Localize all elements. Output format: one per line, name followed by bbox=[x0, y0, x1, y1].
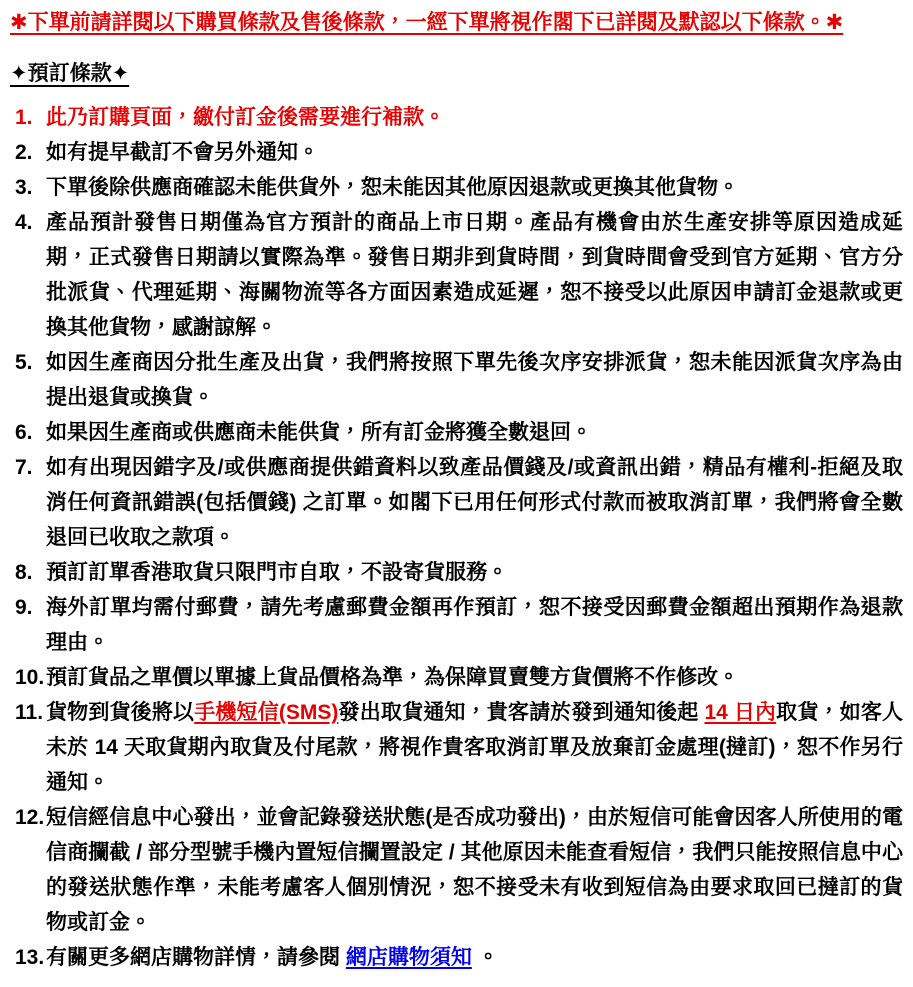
term-number: 10. bbox=[15, 666, 45, 689]
terms-list bbox=[8, 100, 903, 975]
term-number: 2. bbox=[15, 141, 33, 164]
term-text bbox=[46, 555, 903, 590]
term-item bbox=[8, 205, 903, 345]
term-item bbox=[8, 660, 903, 695]
term-text bbox=[46, 100, 903, 135]
term-number: 7. bbox=[15, 456, 33, 479]
term-segment: 下單後除供應商確認未能供貨外，恕未能因其他原因退款或更換其他貨物。 bbox=[46, 176, 739, 199]
term-number: 11. bbox=[15, 701, 44, 724]
term-item bbox=[8, 590, 903, 660]
term-segment: 貨物到貨後將以 bbox=[46, 701, 195, 724]
term-segment: 預訂訂單香港取貨只限門市自取，不設寄貨服務。 bbox=[46, 561, 508, 584]
term-segment: 此乃訂購頁面，繳付訂金後需要進行補款。 bbox=[46, 106, 445, 129]
heading-row bbox=[10, 56, 903, 91]
term-segment: 有關更多網店購物詳情，請參閱 bbox=[46, 946, 346, 969]
term-item bbox=[8, 415, 903, 450]
term-segment: 。 bbox=[471, 946, 499, 969]
term-segment: 預訂貨品之單價以單據上貨品價格為準，為保障買賣雙方貨價將不作修改。 bbox=[46, 666, 739, 689]
term-text bbox=[46, 590, 903, 660]
term-text bbox=[46, 345, 903, 415]
term-item bbox=[8, 450, 903, 555]
term-text bbox=[46, 205, 903, 345]
term-item bbox=[8, 345, 903, 415]
term-item bbox=[8, 135, 903, 170]
shop-guide-link[interactable]: 網店購物須知 bbox=[345, 946, 472, 969]
term-number: 13. bbox=[15, 946, 45, 969]
term-number: 6. bbox=[15, 421, 33, 444]
section-heading: ✦預訂條款✦ bbox=[10, 62, 130, 85]
term-item bbox=[8, 695, 903, 800]
term-segment: 如果因生產商或供應商未能供貨，所有訂金將獲全數退回。 bbox=[46, 421, 592, 444]
term-segment: 如因生產商因分批生產及出貨，我們將按照下單先後次序安排派貨，恕未能因派貨次序為由提出退貨或換貨。 bbox=[46, 351, 903, 409]
sms-highlight: 手機短信(SMS) bbox=[194, 701, 339, 724]
term-segment: 如有提早截訂不會另外通知。 bbox=[46, 141, 319, 164]
term-number: 3. bbox=[15, 176, 33, 199]
term-text bbox=[46, 940, 903, 975]
term-item bbox=[8, 170, 903, 205]
term-number: 5. bbox=[15, 351, 33, 374]
term-item bbox=[8, 100, 903, 135]
pre-order-warning-banner: ✱下單前請詳閱以下購買條款及售後條款，一經下單將視作閣下已詳閱及默認以下條款。✱ bbox=[10, 11, 844, 34]
term-number: 12. bbox=[15, 806, 45, 829]
term-segment: 海外訂單均需付郵費，請先考慮郵費金額再作預訂，恕不接受因郵費金額超出預期作為退款理由。 bbox=[46, 596, 903, 654]
term-segment: 取貨，如客人未於 14 天取貨期內取貨及付尾款，將視作貴客取消訂單及放棄訂金處理(撻訂)，恕不作另行通知。 bbox=[46, 701, 904, 794]
term-number: 1. bbox=[15, 106, 33, 129]
term-item bbox=[8, 800, 903, 940]
term-text bbox=[46, 800, 903, 940]
term-number: 8. bbox=[15, 561, 33, 584]
term-segment: 如有出現因錯字及/或供應商提供錯資料以致產品價錢及/或資訊出錯，精品有權利-拒絕及取消任何資訊錯誤(包括價錢) 之訂單。如閣下已用任何形式付款而被取消訂單，我們將會全數退回已收取之款項。 bbox=[46, 456, 903, 549]
term-text bbox=[46, 415, 903, 450]
pickup-deadline-highlight: 14 日內 bbox=[704, 701, 777, 724]
term-text bbox=[46, 450, 903, 555]
term-segment: 發出取貨通知，貴客請於發到通知後起 bbox=[338, 701, 705, 724]
term-segment: 產品預計發售日期僅為官方預計的商品上市日期。產品有機會由於生產安排等原因造成延期，正式發售日期請以實際為準。發售日期非到貨時間，到貨時間會受到官方延期、官方分批派貨、代理延期、海關物流等各方面因素造成延遲，恕不接受以此原因申請訂金退款或更換其他貨物，感謝諒解。 bbox=[46, 211, 903, 339]
term-item bbox=[8, 555, 903, 590]
term-number: 4. bbox=[15, 211, 33, 234]
term-text bbox=[46, 695, 903, 800]
term-item bbox=[8, 940, 903, 975]
term-text bbox=[46, 170, 903, 205]
term-text bbox=[46, 660, 903, 695]
term-text bbox=[46, 135, 903, 170]
term-number: 9. bbox=[15, 596, 33, 619]
term-segment: 短信經信息中心發出，並會記錄發送狀態(是否成功發出)，由於短信可能會因客人所使用的電信商攔截 / 部分型號手機內置短信攔置設定 / 其他原因未能查看短信，我們只能按照信息中心的發送狀態作準，未能考慮客人個別情況，恕不接受未有收到短信為由要求取回已撻訂的貨物或訂金。 bbox=[46, 806, 903, 934]
